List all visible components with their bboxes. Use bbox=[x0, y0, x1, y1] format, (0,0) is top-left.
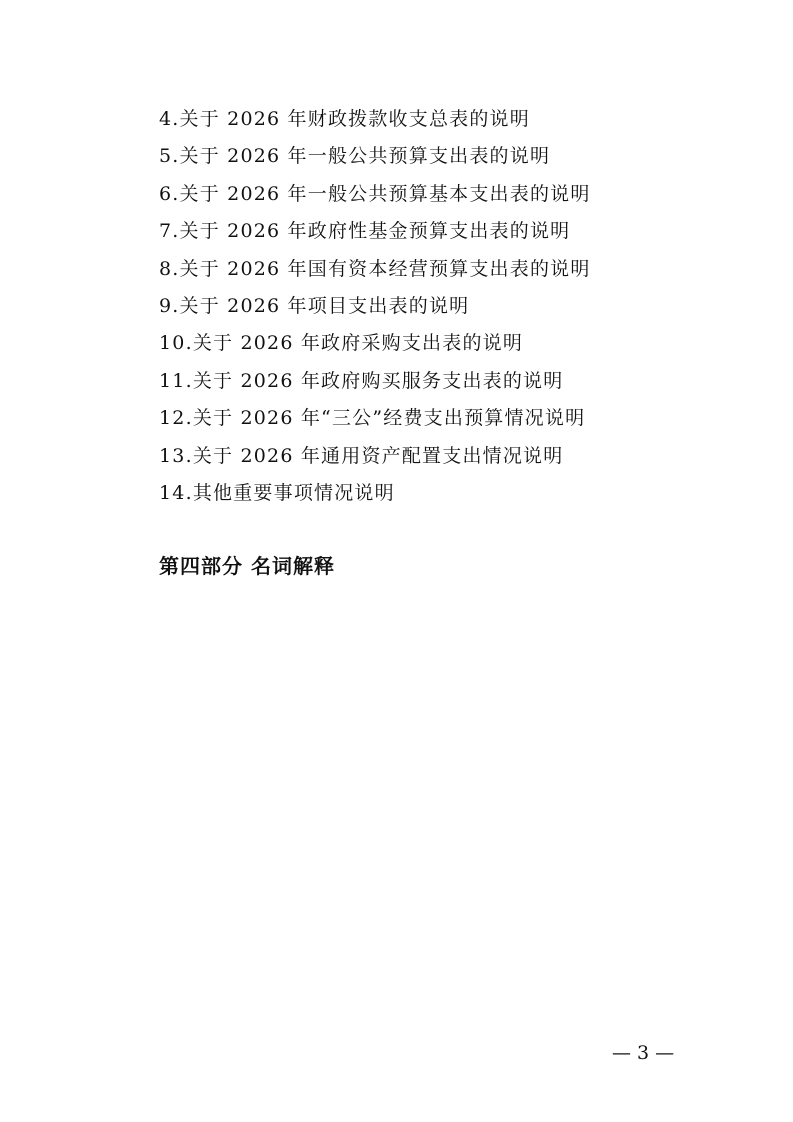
toc-item-4: 4.关于 2026 年财政拨款收支总表的说明 bbox=[159, 108, 530, 130]
toc-item-7: 7.关于 2026 年政府性基金预算支出表的说明 bbox=[159, 220, 571, 243]
section-heading: 第四部分 名词解释 bbox=[159, 554, 335, 578]
toc-item-6: 6.关于 2026 年一般公共预算基本支出表的说明 bbox=[159, 182, 591, 205]
toc-item-8: 8.关于 2026 年国有资本经营预算支出表的说明 bbox=[159, 257, 591, 280]
toc-item-10: 10.关于 2026 年政府采购支出表的说明 bbox=[159, 332, 524, 355]
toc-item-9: 9.关于 2026 年项目支出表的说明 bbox=[159, 294, 470, 317]
toc-item-13: 13.关于 2026 年通用资产配置支出情况说明 bbox=[159, 444, 564, 467]
toc-item-5: 5.关于 2026 年一般公共预算支出表的说明 bbox=[159, 145, 551, 168]
page-number: — 3 — bbox=[612, 1042, 675, 1064]
toc-item-11: 11.关于 2026 年政府购买服务支出表的说明 bbox=[159, 369, 564, 392]
toc-list bbox=[159, 101, 591, 512]
toc-item-12: 12.关于 2026 年“三公”经费支出预算情况说明 bbox=[159, 407, 586, 430]
toc-item-14: 14.其他重要事项情况说明 bbox=[159, 481, 395, 504]
